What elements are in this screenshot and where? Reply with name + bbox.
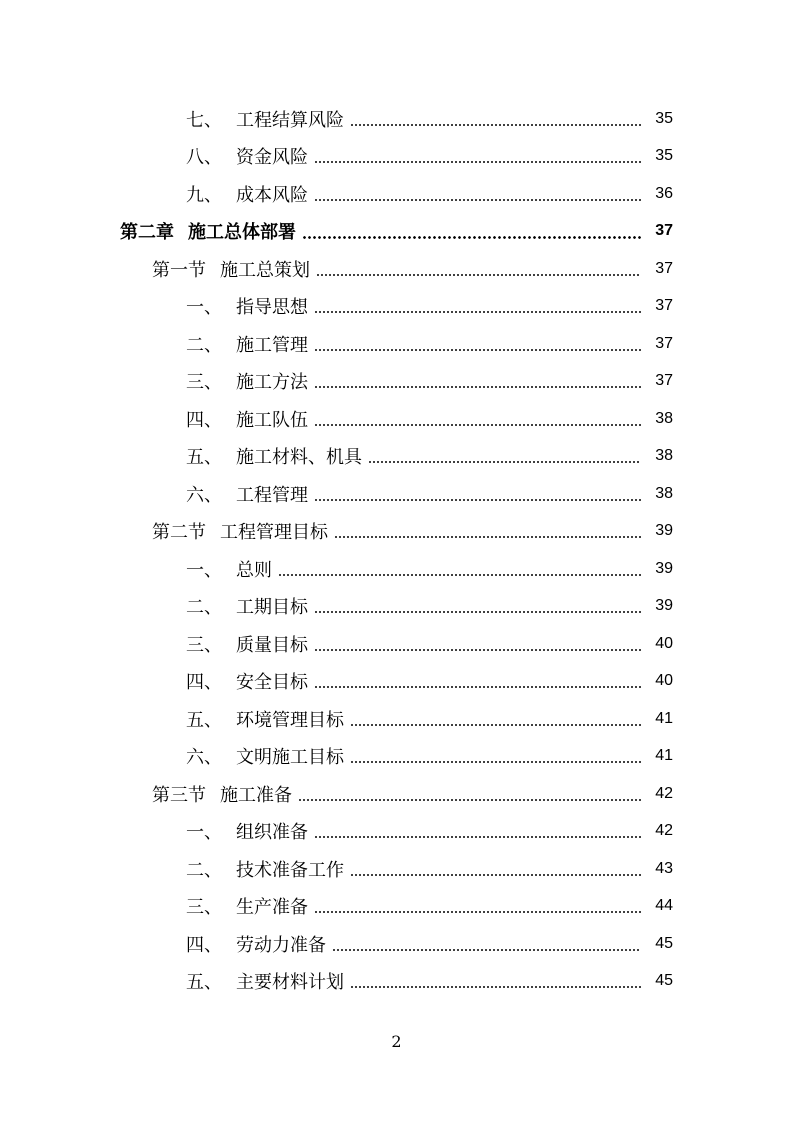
- toc-entry-item[interactable]: [0, 175, 793, 213]
- toc-entry-item[interactable]: [0, 588, 793, 626]
- page-number: 2: [391, 1032, 402, 1051]
- toc-entry-title: 主要材料计划: [236, 972, 344, 994]
- toc-entry-page: 40: [655, 634, 673, 652]
- toc-dot-leader: [332, 949, 641, 951]
- toc-entry-number: 五、: [186, 709, 222, 731]
- toc-entry-page: 37: [655, 372, 673, 390]
- toc-entry-section[interactable]: [0, 513, 793, 551]
- toc-entry-page: 44: [655, 897, 673, 915]
- toc-entry-page: 38: [655, 447, 673, 465]
- toc-entry-section[interactable]: [0, 250, 793, 288]
- toc-dot-leader: [350, 724, 641, 726]
- toc-dot-leader: [302, 236, 641, 239]
- toc-entry-number: 四、: [186, 672, 222, 694]
- toc-entry-item[interactable]: [0, 963, 793, 1001]
- toc-entry-item[interactable]: [0, 925, 793, 963]
- toc-dot-leader: [350, 986, 641, 988]
- toc-entry-page: 40: [655, 672, 673, 690]
- toc-entry-number: 二、: [186, 859, 222, 881]
- toc-entry-item[interactable]: [0, 138, 793, 176]
- toc-entry-page: 37: [655, 222, 673, 240]
- toc-entry-item[interactable]: [0, 700, 793, 738]
- toc-entry-title: 施工总体部署: [188, 222, 296, 244]
- toc-entry-title: 总则: [236, 559, 272, 581]
- toc-dot-leader: [314, 161, 641, 163]
- toc-entry-page: 37: [655, 334, 673, 352]
- toc-dot-leader: [298, 799, 641, 801]
- toc-entry-page: 43: [655, 859, 673, 877]
- toc-entry-number: 九、: [186, 184, 222, 206]
- toc-entry-number: 五、: [186, 972, 222, 994]
- toc-entry-item[interactable]: [0, 475, 793, 513]
- toc-entry-number: 一、: [186, 559, 222, 581]
- toc-entry-title: 施工材料、机具: [236, 447, 362, 469]
- toc-dot-leader: [314, 349, 641, 351]
- toc-dot-leader: [314, 836, 641, 838]
- toc-entry-page: 45: [655, 972, 673, 990]
- toc-dot-leader: [368, 461, 641, 463]
- toc-entry-number: 第一节: [152, 259, 206, 281]
- toc-entry-number: 五、: [186, 447, 222, 469]
- toc-entry-title: 工期目标: [236, 597, 308, 619]
- toc-dot-leader: [314, 499, 641, 501]
- toc-entry-page: 39: [655, 597, 673, 615]
- toc-entry-number: 八、: [186, 147, 222, 169]
- toc-entry-number: 六、: [186, 484, 222, 506]
- toc-entry-number: 四、: [186, 934, 222, 956]
- toc-entry-title: 施工管理: [236, 334, 308, 356]
- toc-entry-item[interactable]: [0, 400, 793, 438]
- toc-dot-leader: [350, 761, 641, 763]
- toc-dot-leader: [278, 574, 641, 576]
- toc-entry-title: 工程管理: [236, 484, 308, 506]
- toc-dot-leader: [350, 874, 641, 876]
- toc-dot-leader: [314, 386, 641, 388]
- toc-entry-number: 第二章: [120, 222, 174, 244]
- toc-entry-page: 38: [655, 409, 673, 427]
- toc-entry-number: 二、: [186, 334, 222, 356]
- toc-entry-title: 环境管理目标: [236, 709, 344, 731]
- toc-entry-item[interactable]: [0, 813, 793, 851]
- toc-dot-leader: [316, 274, 641, 276]
- toc-entry-title: 工程结算风险: [236, 109, 344, 131]
- toc-entry-item[interactable]: [0, 550, 793, 588]
- toc-entry-page: 45: [655, 934, 673, 952]
- table-of-contents: [0, 100, 793, 1000]
- toc-entry-page: 35: [655, 147, 673, 165]
- toc-entry-item[interactable]: [0, 100, 793, 138]
- toc-entry-title: 施工方法: [236, 372, 308, 394]
- toc-entry-item[interactable]: [0, 888, 793, 926]
- toc-entry-title: 生产准备: [236, 897, 308, 919]
- toc-entry-number: 第二节: [152, 522, 206, 544]
- toc-entry-page: 36: [655, 184, 673, 202]
- toc-entry-title: 安全目标: [236, 672, 308, 694]
- toc-entry-item[interactable]: [0, 363, 793, 401]
- toc-entry-title: 施工总策划: [220, 259, 310, 281]
- toc-entry-title: 资金风险: [236, 147, 308, 169]
- toc-entry-title: 劳动力准备: [236, 934, 326, 956]
- toc-entry-page: 41: [655, 709, 673, 727]
- toc-entry-page: 39: [655, 522, 673, 540]
- toc-entry-title: 技术准备工作: [236, 859, 344, 881]
- toc-entry-page: 37: [655, 297, 673, 315]
- toc-entry-number: 三、: [186, 897, 222, 919]
- toc-entry-page: 35: [655, 109, 673, 127]
- toc-entry-number: 二、: [186, 597, 222, 619]
- toc-entry-item[interactable]: [0, 850, 793, 888]
- toc-entry-page: 42: [655, 784, 673, 802]
- toc-dot-leader: [314, 911, 641, 913]
- toc-dot-leader: [314, 649, 641, 651]
- toc-entry-page: 41: [655, 747, 673, 765]
- toc-dot-leader: [334, 536, 641, 538]
- toc-entry-number: 一、: [186, 822, 222, 844]
- toc-entry-title: 施工准备: [220, 784, 292, 806]
- toc-dot-leader: [314, 424, 641, 426]
- toc-entry-page: 37: [655, 259, 673, 277]
- toc-dot-leader: [314, 311, 641, 313]
- toc-entry-number: 四、: [186, 409, 222, 431]
- toc-entry-item[interactable]: [0, 663, 793, 701]
- toc-entry-number: 六、: [186, 747, 222, 769]
- toc-entry-number: 七、: [186, 109, 222, 131]
- toc-dot-leader: [350, 124, 641, 126]
- toc-entry-number: 第三节: [152, 784, 206, 806]
- toc-entry-item[interactable]: [0, 738, 793, 776]
- toc-dot-leader: [314, 686, 641, 688]
- toc-entry-title: 工程管理目标: [220, 522, 328, 544]
- toc-entry-section[interactable]: [0, 775, 793, 813]
- toc-entry-item[interactable]: [0, 438, 793, 476]
- toc-entry-item[interactable]: [0, 288, 793, 326]
- toc-entry-title: 质量目标: [236, 634, 308, 656]
- toc-entry-title: 指导思想: [236, 297, 308, 319]
- toc-dot-leader: [314, 611, 641, 613]
- toc-entry-item[interactable]: [0, 625, 793, 663]
- toc-entry-number: 一、: [186, 297, 222, 319]
- toc-entry-chapter[interactable]: [0, 213, 793, 251]
- toc-entry-page: 42: [655, 822, 673, 840]
- toc-entry-number: 三、: [186, 634, 222, 656]
- toc-entry-title: 成本风险: [236, 184, 308, 206]
- toc-entry-title: 组织准备: [236, 822, 308, 844]
- toc-entry-page: 39: [655, 559, 673, 577]
- toc-dot-leader: [314, 199, 641, 201]
- toc-entry-title: 施工队伍: [236, 409, 308, 431]
- toc-entry-number: 三、: [186, 372, 222, 394]
- toc-entry-title: 文明施工目标: [236, 747, 344, 769]
- toc-entry-item[interactable]: [0, 325, 793, 363]
- toc-entry-page: 38: [655, 484, 673, 502]
